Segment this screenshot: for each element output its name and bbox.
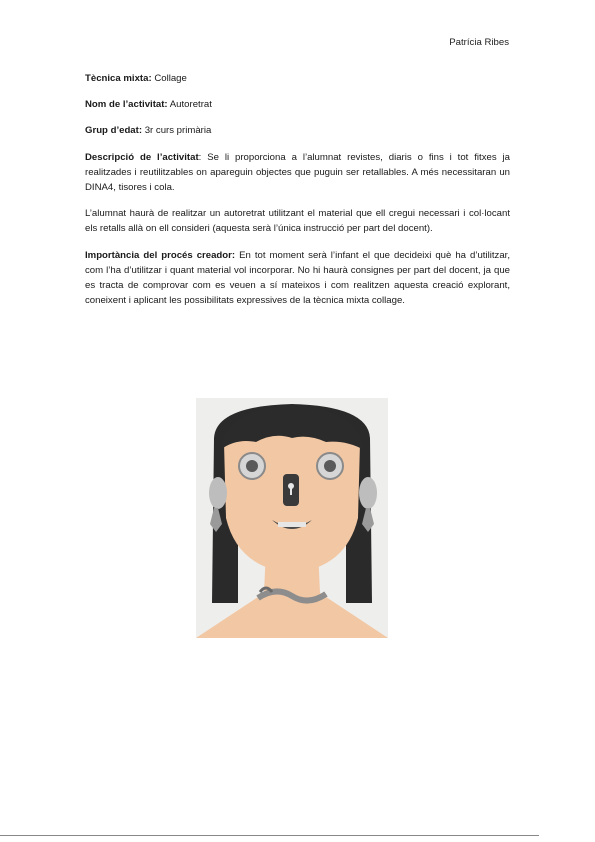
creative-process-importance	[85, 248, 510, 309]
field-activity-name	[85, 97, 510, 112]
field-age-group	[85, 123, 510, 138]
importance-label: Importància del procés creador:	[85, 249, 236, 261]
field-value: Autoretrat	[167, 99, 212, 111]
importance-text: En tot moment serà l’infant el que decideixi què ha d’utilitzar, com l’ha d’utilitzar i quant material vol incorporar. No hi haurà consignes per part del docent, ja que es tracta de comprovar com es veuen a sí mateixos i com realitzen aquesta creació explorant, coneixent i aplicant les possibilitats expressives de la tècnica mixta collage.	[85, 249, 510, 307]
field-label: Tècnica mixta:	[85, 73, 152, 84]
field-value: 3r curs primària	[142, 125, 212, 137]
description-label: Descripció de l’activitat	[85, 151, 199, 163]
description-text: : Se li proporciona a l’alumnat revistes, diaris o fins i tot fitxes ja realitzades i reutilitzables on apareguin objectes que puguin ser retallables. A més necessitaran un DINA4, tisores i cola.	[85, 151, 511, 194]
field-label: Grup d’edat:	[85, 125, 143, 137]
page-header-author: Patrícia Ribes	[449, 37, 509, 48]
collage-self-portrait-image	[196, 398, 388, 638]
field-value: Collage	[151, 73, 187, 84]
activity-instruction: L’alumnat haurà de realitzar un autoretrat utilitzant el material que ell cregui necessari i col·locant els retalls allà on ell consideri (aquesta serà l’única instrucció per part del docent).	[85, 208, 510, 235]
field-label: Nom de l’activitat:	[85, 99, 168, 111]
document-body	[85, 71, 510, 319]
activity-description	[85, 150, 510, 196]
footer-rule	[0, 835, 539, 836]
field-technique	[85, 71, 510, 86]
